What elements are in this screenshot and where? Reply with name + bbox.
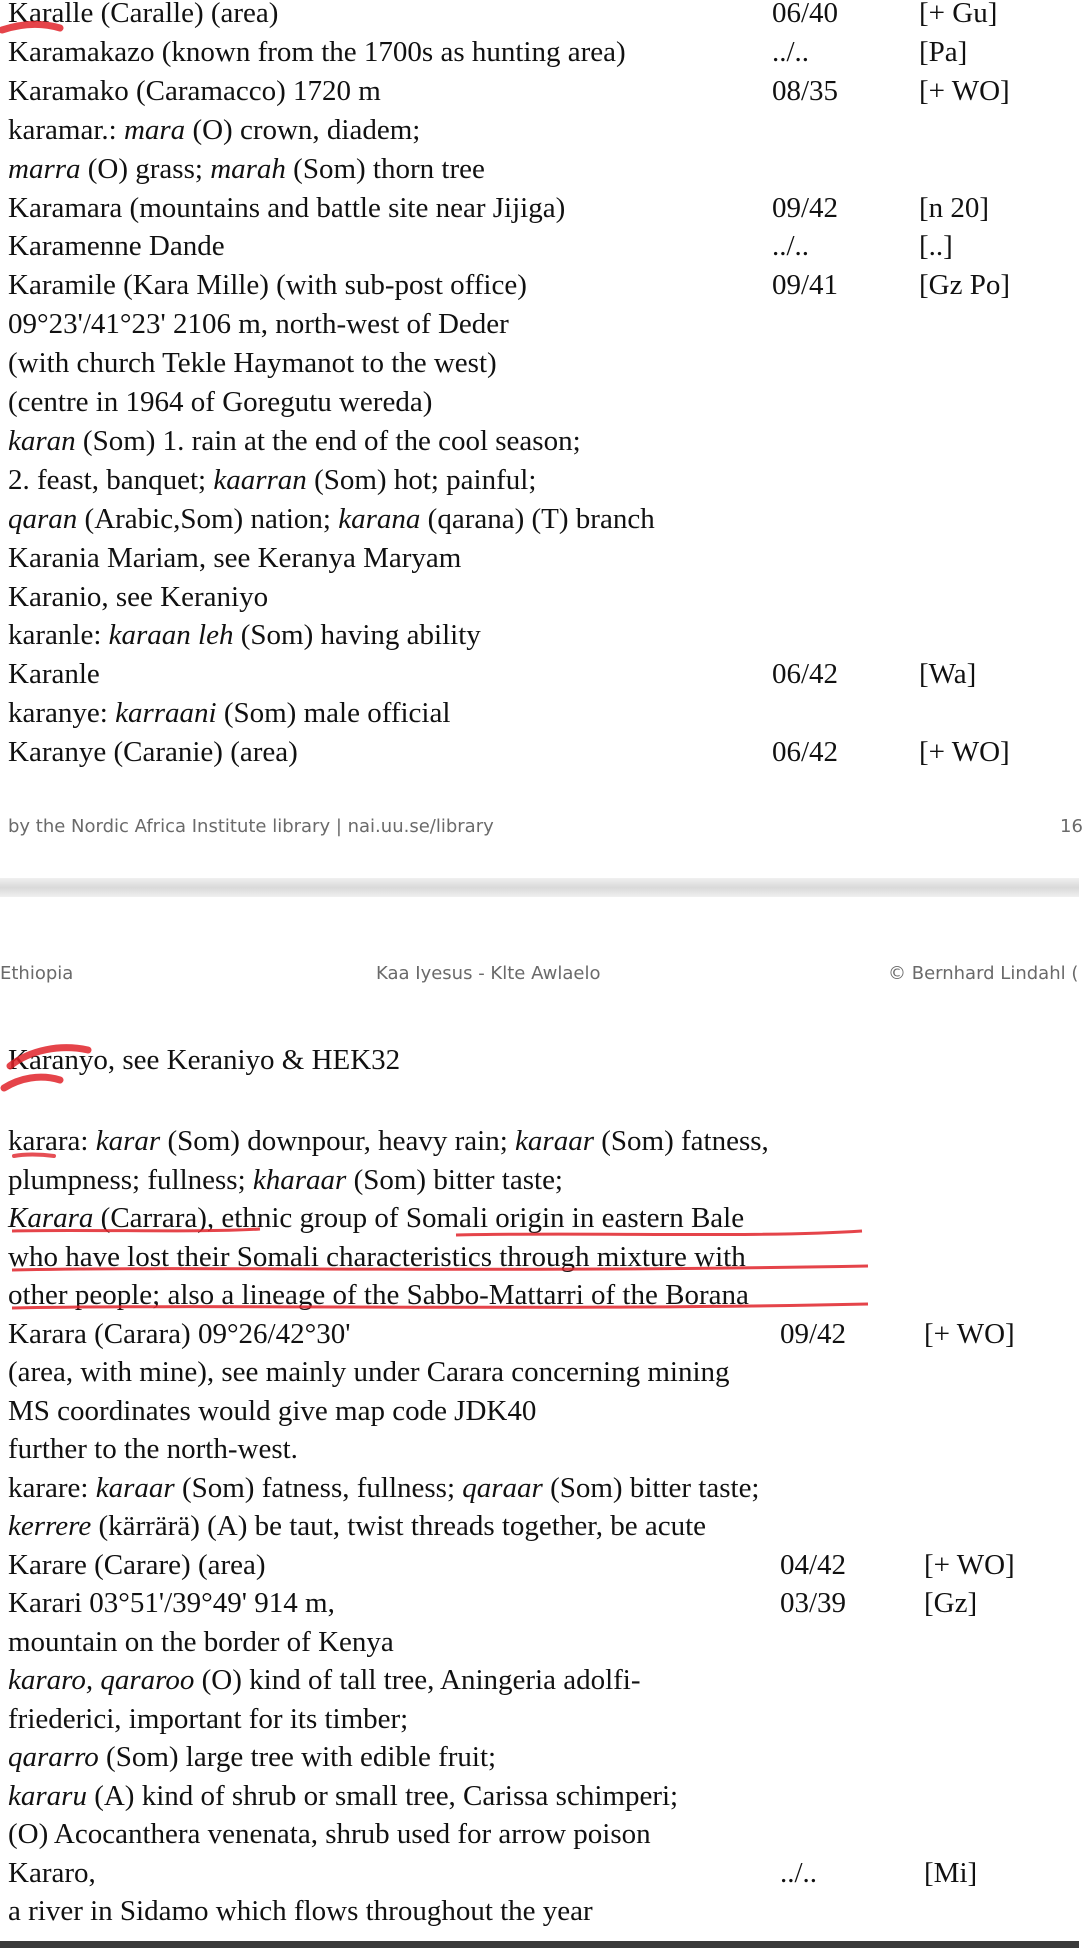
text-segment: (Som) hot; painful; <box>306 463 537 496</box>
entry-line <box>8 655 1073 693</box>
map-code: 09/41 <box>772 269 839 302</box>
entry-line <box>8 1700 1073 1738</box>
entry-line <box>8 305 1073 343</box>
text-segment: Karamakazo (known from the 1700s as hunting area) <box>8 35 626 68</box>
text-segment: Karari 03°51'/39°49' 914 m, <box>8 1587 335 1619</box>
text-segment: karara: <box>8 1125 96 1157</box>
text-segment: karanle: <box>8 619 109 652</box>
entry-text <box>8 1700 408 1738</box>
entry-text <box>8 1661 641 1699</box>
entry-line <box>8 1584 1073 1622</box>
italic-term: karan <box>8 424 76 457</box>
source-reference: [+ Gu] <box>919 0 998 29</box>
entry-text <box>8 578 268 616</box>
text-segment: further to the north-west. <box>8 1433 298 1465</box>
entry-text <box>8 344 497 382</box>
text-segment: a river in Sidamo which flows throughout the year <box>8 1895 593 1927</box>
entry-text <box>8 266 527 304</box>
text-segment: 09°23'/41°23' 2106 m, north-west of Deder <box>8 308 509 341</box>
entry-text <box>8 111 420 149</box>
entry-text <box>8 1854 96 1892</box>
map-code: 06/42 <box>772 736 839 769</box>
text-segment: (O) Acocanthera venenata, shrub used for arrow poison <box>8 1818 651 1850</box>
entry-line <box>8 1199 1073 1237</box>
text-segment: (Som) large tree with edible fruit; <box>98 1741 497 1773</box>
map-code: 08/35 <box>772 74 839 107</box>
entry-line <box>8 1892 1073 1930</box>
page-footer: by the Nordic Africa Institute library | nai.uu.se/library <box>8 816 494 837</box>
text-segment: Karamile (Kara Mille) (with sub-post office) <box>8 269 527 302</box>
source-reference: [n 20] <box>919 191 990 224</box>
entry-line <box>8 0 1073 32</box>
entry-line <box>8 500 1073 538</box>
page-number: 16 <box>1060 816 1083 837</box>
bottom-bar <box>0 1941 1079 1948</box>
entry-line <box>8 422 1073 460</box>
text-segment: (Som) male official <box>216 697 451 730</box>
entry-text <box>8 1315 350 1353</box>
text-segment: Karanyo, see Keraniyo & HEK32 <box>8 1044 401 1076</box>
italic-term: mara <box>123 113 186 146</box>
entry-text <box>8 694 450 732</box>
text-segment: MS coordinates would give map code JDK40 <box>8 1394 537 1427</box>
text-segment: plumpness; fullness; <box>8 1163 253 1196</box>
source-reference: [..] <box>919 230 953 263</box>
entry-text <box>8 1507 706 1545</box>
italic-term: kararo, qararoo <box>8 1664 195 1696</box>
map-code: 04/42 <box>780 1548 847 1581</box>
text-segment: Karalle (Caralle) (area) <box>8 0 279 29</box>
text-segment: (Som) bitter taste; <box>542 1471 760 1504</box>
entry-line <box>8 150 1073 188</box>
map-code: 09/42 <box>772 191 839 224</box>
entry-text <box>8 500 655 538</box>
text-segment: Karanio, see Keraniyo <box>8 580 269 613</box>
entry-line <box>8 539 1073 577</box>
entry-text <box>8 733 298 771</box>
text-segment: (Som) downpour, heavy rain; <box>160 1125 516 1157</box>
source-reference: [Wa] <box>919 658 977 691</box>
source-reference: [+ WO] <box>919 74 1010 107</box>
text-segment: (area, with mine), see mainly under Carara concerning mining <box>8 1356 730 1388</box>
text-segment: Karamenne Dande <box>8 230 225 263</box>
entry-text <box>8 1199 744 1237</box>
italic-term: karraani <box>115 697 217 730</box>
entry-line <box>8 1546 1073 1584</box>
entry-text <box>8 1738 496 1776</box>
entry-line <box>8 1122 1073 1160</box>
entry-line <box>8 266 1073 304</box>
entry-line <box>8 616 1073 654</box>
entry-text <box>8 1777 678 1815</box>
text-segment: who have lost their Somali characteristics through mixture with <box>8 1240 746 1273</box>
entry-text <box>8 189 565 227</box>
map-code: 06/40 <box>772 0 839 29</box>
entry-text <box>8 1122 769 1160</box>
entry-text <box>8 383 432 421</box>
entry-text <box>8 1584 335 1622</box>
entry-text <box>8 227 225 265</box>
map-code: 09/42 <box>780 1317 847 1350</box>
text-segment: Karare (Carare) (area) <box>8 1548 266 1581</box>
entry-line <box>8 1353 1073 1391</box>
text-segment: (Som) 1. rain at the end of the cool season; <box>75 424 581 457</box>
entry-line <box>8 33 1073 71</box>
entry-line <box>8 1854 1073 1892</box>
document-page-2 <box>0 897 1079 1948</box>
text-segment: Karamako (Caramacco) 1720 m <box>8 74 381 107</box>
entry-text <box>8 655 100 693</box>
entry-text <box>8 461 536 499</box>
text-segment: (centre in 1964 of Goregutu wereda) <box>8 386 433 418</box>
entry-text <box>8 1353 730 1391</box>
text-segment: (A) kind of shrub or small tree, Carissa schimperi; <box>86 1779 679 1812</box>
entry-text <box>8 1238 746 1276</box>
entry-text <box>8 1623 394 1661</box>
map-code: ../.. <box>772 230 810 263</box>
entry-text <box>8 539 461 577</box>
text-segment: (kärrärä) (A) be taut, twist threads together, be acute <box>91 1510 707 1542</box>
italic-term: kerrere <box>8 1510 92 1542</box>
page-header-copyright: © Bernhard Lindahl ( <box>888 963 1079 984</box>
entry-line <box>8 1041 1073 1079</box>
source-reference: [Gz Po] <box>919 269 1011 302</box>
entry-line <box>8 733 1073 771</box>
entry-text <box>8 1546 266 1584</box>
entry-text <box>8 1892 593 1930</box>
text-segment: karamar.: <box>8 113 124 146</box>
italic-term: karaar <box>95 1471 175 1504</box>
entry-text <box>8 1815 651 1853</box>
entry-text <box>8 422 581 460</box>
text-segment: friederici, important for its timber; <box>8 1702 409 1735</box>
text-segment: (Som) fatness, <box>593 1125 769 1157</box>
entry-line <box>8 461 1073 499</box>
entry-text <box>8 33 626 71</box>
italic-term: Karara <box>8 1202 94 1234</box>
entry-text <box>8 0 278 32</box>
entry-line <box>8 1777 1073 1815</box>
source-reference: [Gz] <box>924 1587 978 1619</box>
entry-line <box>8 1315 1073 1353</box>
entry-line <box>8 227 1073 265</box>
entry-text <box>8 1430 298 1468</box>
entry-line <box>8 344 1073 382</box>
map-code: ../.. <box>772 35 810 68</box>
entry-line <box>8 1469 1073 1507</box>
text-segment: (Som) bitter taste; <box>346 1163 563 1196</box>
source-reference: [+ WO] <box>924 1317 1015 1350</box>
italic-term: karar <box>95 1125 161 1157</box>
entry-text <box>8 1469 760 1507</box>
entry-text <box>8 1392 536 1430</box>
text-segment: karare: <box>8 1471 96 1504</box>
entry-text <box>8 1276 749 1314</box>
text-segment: karanye: <box>8 697 116 730</box>
entry-line <box>8 189 1073 227</box>
entry-line <box>8 1161 1073 1199</box>
italic-term: kaarran <box>213 463 307 496</box>
entry-line <box>8 1276 1073 1314</box>
italic-term: marah <box>210 152 286 185</box>
italic-term: qararro <box>8 1741 99 1773</box>
entry-line <box>8 1238 1073 1276</box>
entry-line <box>8 1623 1073 1661</box>
text-segment: Karanye (Caranie) (area) <box>8 736 298 769</box>
text-segment: (Carrara), ethnic group of Somali origin in eastern Bale <box>93 1202 745 1234</box>
source-reference: [Pa] <box>919 35 968 68</box>
entry-line <box>8 111 1073 149</box>
italic-term: kararu <box>8 1779 87 1812</box>
italic-term: marra <box>8 152 81 185</box>
entry-text <box>8 150 485 188</box>
italic-term: karaar <box>515 1125 594 1157</box>
text-segment: (O) grass; <box>80 152 211 185</box>
entry-line <box>8 578 1073 616</box>
map-code: ../.. <box>780 1856 818 1889</box>
source-reference: [Mi] <box>924 1856 978 1889</box>
italic-term: qaran <box>8 502 78 535</box>
text-segment: 2. feast, banquet; <box>8 463 214 496</box>
entry-text <box>8 616 481 654</box>
text-segment: Karara (Carara) 09°26/42°30' <box>8 1317 351 1350</box>
text-segment: mountain on the border of Kenya <box>8 1625 394 1658</box>
italic-term: karaan leh <box>108 619 234 652</box>
entry-line <box>8 72 1073 110</box>
entry-line <box>8 1815 1073 1853</box>
entry-line <box>8 1430 1073 1468</box>
italic-term: kharaar <box>252 1163 347 1196</box>
text-segment: (Arabic,Som) nation; <box>77 502 339 535</box>
italic-term: karana <box>338 502 421 535</box>
text-segment: (Som) thorn tree <box>285 152 485 185</box>
text-segment: other people; also a lineage of the Sabbo-Mattarri of the Borana <box>8 1279 749 1311</box>
entry-line <box>8 1392 1073 1430</box>
text-segment: (Som) having ability <box>233 619 481 652</box>
entry-line <box>8 694 1073 732</box>
page-header-title: Kaa Iyesus - Klte Awlaelo <box>376 963 601 984</box>
document-page-1 <box>0 0 1083 878</box>
italic-term: qaraar <box>462 1471 543 1504</box>
entry-text <box>8 1041 400 1079</box>
entry-text <box>8 72 381 110</box>
page-header-left: Ethiopia <box>0 963 74 984</box>
text-segment: (Som) fatness, fullness; <box>174 1471 463 1504</box>
text-segment: Karanle <box>8 658 100 691</box>
text-segment: Karamara (mountains and battle site near Jijiga) <box>8 191 566 224</box>
text-segment: (qarana) (T) branch <box>420 502 655 535</box>
text-segment: Karania Mariam, see Keranya Maryam <box>8 541 462 574</box>
source-reference: [+ WO] <box>924 1548 1015 1581</box>
entry-line <box>8 383 1073 421</box>
text-segment: (O) kind of tall tree, Aningeria adolfi- <box>194 1664 641 1696</box>
source-reference: [+ WO] <box>919 736 1010 769</box>
entry-text <box>8 1161 563 1199</box>
entry-line <box>8 1738 1073 1776</box>
entry-line <box>8 1661 1073 1699</box>
entry-text <box>8 305 509 343</box>
page-separator <box>0 878 1079 897</box>
map-code: 03/39 <box>780 1587 847 1619</box>
entry-line <box>8 1507 1073 1545</box>
text-segment: (O) crown, diadem; <box>185 113 421 146</box>
text-segment: Kararo, <box>8 1856 96 1889</box>
map-code: 06/42 <box>772 658 839 691</box>
text-segment: (with church Tekle Haymanot to the west) <box>8 347 497 380</box>
